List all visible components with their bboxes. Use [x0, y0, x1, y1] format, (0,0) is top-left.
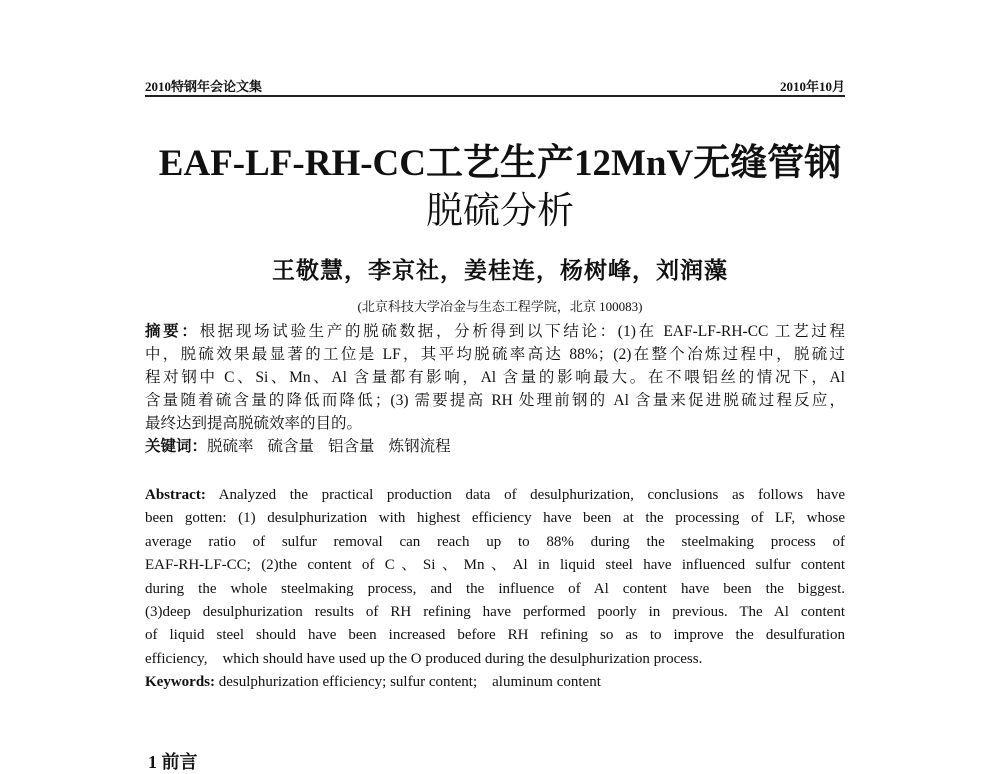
header-rule — [145, 95, 845, 97]
abstract-en-line: (3)deep desulphurization results of RH refining have performed poorly in previous. The Al content — [145, 604, 845, 621]
keywords-zh-label: 关键词： — [145, 438, 208, 455]
abstract-en-label: Abstract: — [145, 487, 206, 503]
keyword: 铝含量 — [328, 438, 375, 455]
keywords-en-label: Keywords: — [145, 674, 215, 691]
abstract-en-line: during the whole steelmaking process, and the influence of Al content have been the biggest. — [145, 580, 845, 597]
running-header-right: 2010年10月 — [779, 79, 845, 94]
keywords-zh — [145, 435, 845, 458]
authors: 王敬慧，李京社，姜桂连，杨树峰，刘润藻 — [272, 258, 728, 283]
abstract-en-line: average ratio of sulfur removal can reach up to 88% during the steelmaking process of — [145, 533, 845, 550]
abstract-en-line: been gotten: (1) desulphurization with highest efficiency have been at the processing of LF, whose — [145, 510, 845, 527]
abstract-zh-line: 程对钢中 C、Si、Mn、Al 含量都有影响，Al 含量的影响最大。在不喂铝丝的情况下，Al — [145, 369, 845, 386]
abstract-zh — [145, 320, 845, 458]
title-line-1: EAF-LF-RH-CC工艺生产12MnV无缝管钢 — [158, 143, 842, 184]
abstract-en — [145, 484, 845, 695]
section-heading: 1 前言 — [148, 752, 198, 772]
keywords-en-text: desulphurization efficiency; sulfur content; aluminum content — [215, 674, 601, 691]
abstract-en-line: EAF-RH-LF-CC; (2)the content of C、Si、Mn、Al in liquid steel have influenced sulfur content — [145, 557, 845, 574]
running-header-left: 2010特钢年会论文集 — [145, 79, 263, 94]
keyword: 脱硫率 — [207, 438, 254, 455]
abstract-en-line: efficiency, which should have used up the O produced during the desulphurization process. — [145, 650, 703, 667]
affiliation: (北京科技大学冶金与生态工程学院，北京 100083) — [357, 299, 643, 314]
keyword: 炼钢流程 — [388, 438, 451, 455]
abstract-en-line: of liquid steel should have been increased before RH refining so as to improve the desulfuration — [145, 627, 845, 644]
keywords-en — [145, 671, 845, 694]
abstract-zh-label: 摘要： — [145, 323, 200, 340]
abstract-zh-line: 含量随着硫含量的降低而降低；(3) 需要提高 RH 处理前钢的 Al 含量来促进脱硫过程反应， — [145, 392, 845, 409]
abstract-zh-line: 根据现场试验生产的脱硫数据，分析得到以下结论：(1)在 EAF-LF-RH-CC 工艺过程 — [199, 323, 845, 340]
title-line-2: 脱硫分析 — [426, 191, 574, 232]
abstract-zh-line: 中，脱硫效果最显著的工位是 LF，其平均脱硫率高达 88%；(2)在整个冶炼过程中，脱硫过 — [145, 346, 845, 363]
keyword: 硫含量 — [267, 438, 315, 455]
abstract-zh-line: 最终达到提高脱硫效率的目的。 — [145, 415, 363, 432]
abstract-en-line: Analyzed the practical production data of desulphurization, conclusions as follows have — [205, 487, 845, 503]
